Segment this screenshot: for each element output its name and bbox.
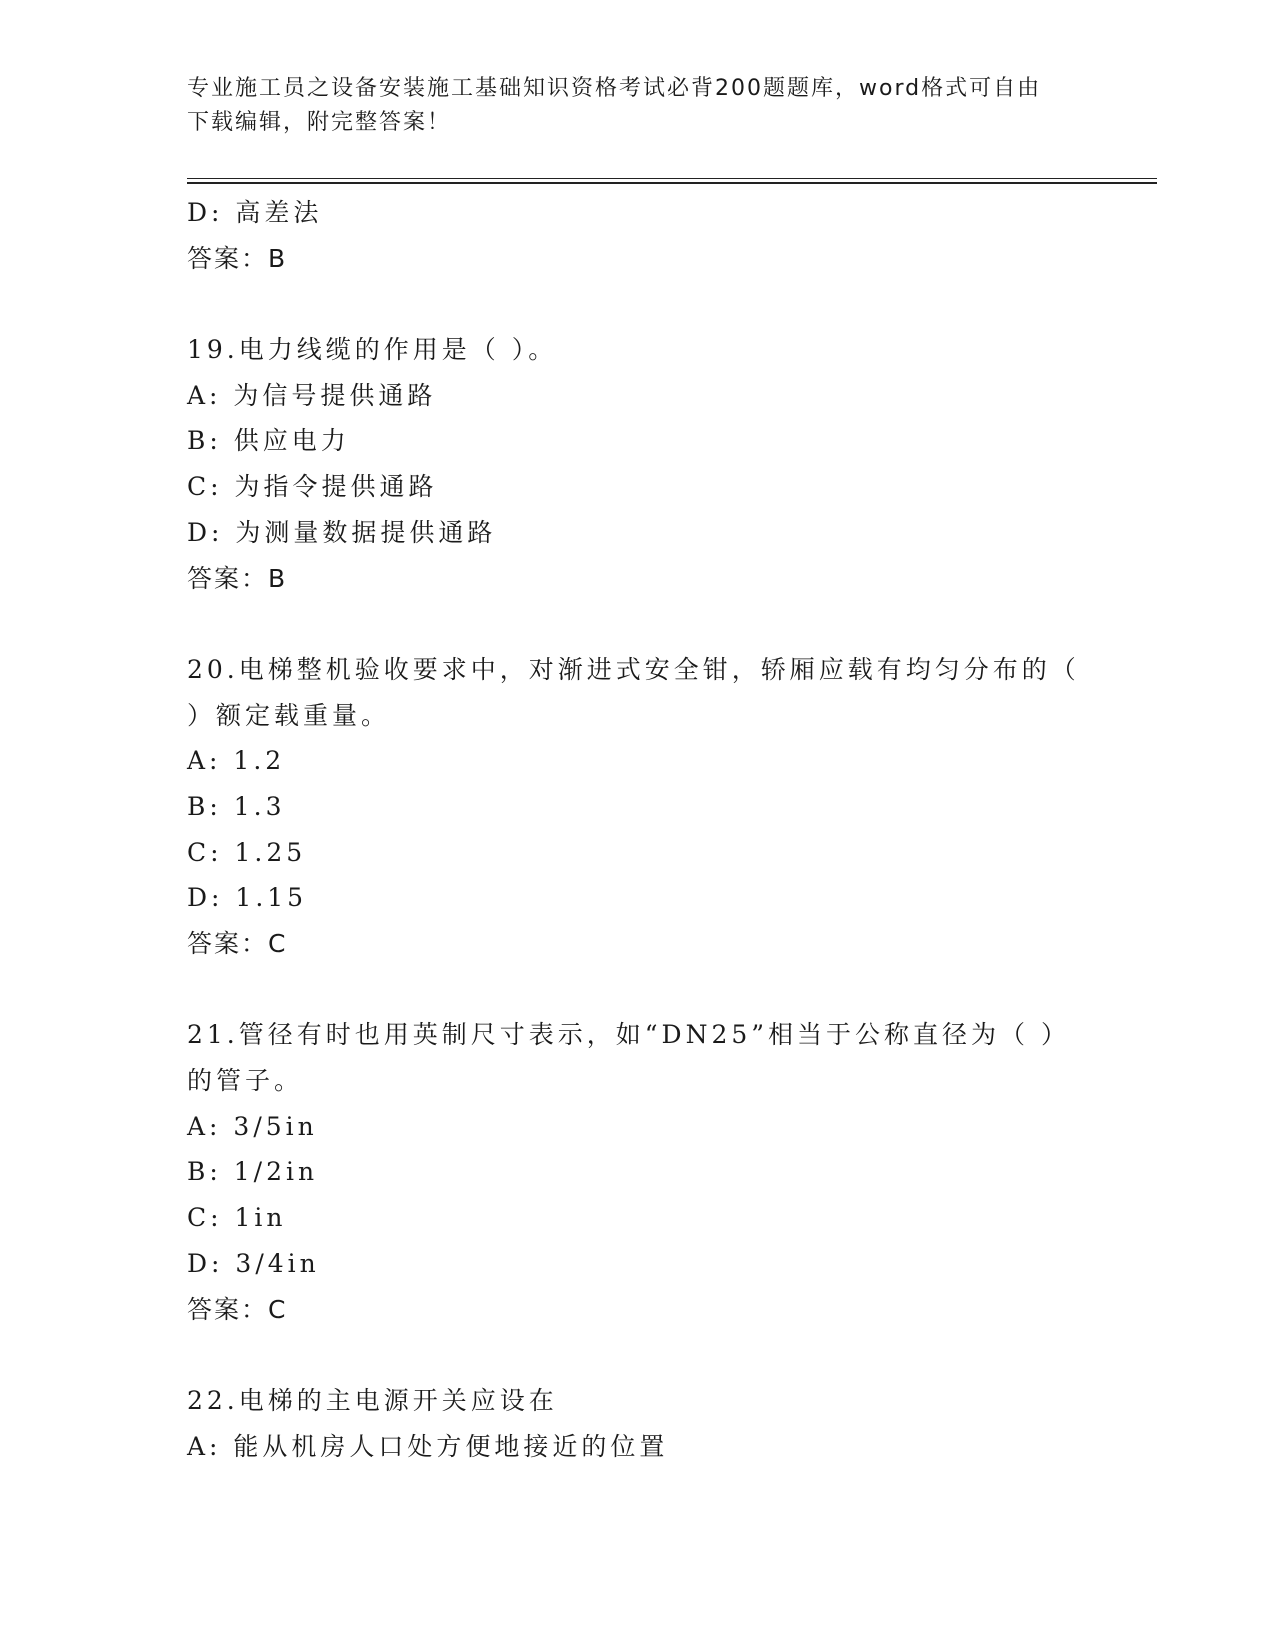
option-c: C: 1in	[187, 1203, 287, 1233]
spacer	[187, 281, 1087, 327]
answer-line: 答案：B	[187, 563, 288, 593]
option-a: A: 能从机房人口处方便地接近的位置	[187, 1431, 669, 1461]
option-c: C: 为指令提供通路	[187, 472, 438, 502]
option-a: A: 为信号提供通路	[187, 380, 437, 410]
option-b: B: 供应电力	[187, 426, 350, 456]
option-d: D: 3/4in	[187, 1248, 320, 1278]
header-rule-thick	[187, 182, 1157, 184]
option-a: A: 3/5in	[187, 1111, 318, 1141]
answer-line: 答案：B	[187, 243, 288, 273]
option-d: D: 为测量数据提供通路	[187, 517, 497, 547]
header-title-line-2: 下载编辑，附完整答案！	[187, 110, 452, 135]
spacer	[187, 1332, 1087, 1378]
question-content	[187, 190, 1087, 1469]
answer-line: 答案：C	[187, 1294, 288, 1324]
question-stem: 20.电梯整机验收要求中，对渐进式安全钳，轿厢应载有均匀分布的（	[187, 654, 1080, 684]
question-stem: 19.电力线缆的作用是（ ）。	[187, 335, 558, 365]
question-stem-continued: ）额定载重量。	[187, 700, 391, 730]
option-d: D: 高差法	[187, 198, 323, 227]
header-title-line-1: 专业施工员之设备安装施工基础知识资格考试必背200题题库，word格式可自由	[187, 76, 1042, 101]
answer-line: 答案：C	[187, 929, 288, 958]
question-stem-continued: 的管子。	[187, 1066, 304, 1096]
option-a: A: 1.2	[187, 746, 286, 776]
page-header	[187, 72, 1087, 140]
option-b: B: 1/2in	[187, 1157, 319, 1187]
option-c: C: 1.25	[187, 837, 307, 867]
option-b: B: 1.3	[187, 791, 286, 821]
spacer	[187, 601, 1087, 647]
question-stem: 22.电梯的主电源开关应设在	[187, 1385, 558, 1415]
header-rule-thin	[187, 178, 1157, 179]
option-d: D: 1.15	[187, 883, 308, 913]
spacer	[187, 967, 1087, 1013]
question-stem: 21.管径有时也用英制尺寸表示，如“DN25”相当于公称直径为（ ）	[187, 1020, 1070, 1050]
